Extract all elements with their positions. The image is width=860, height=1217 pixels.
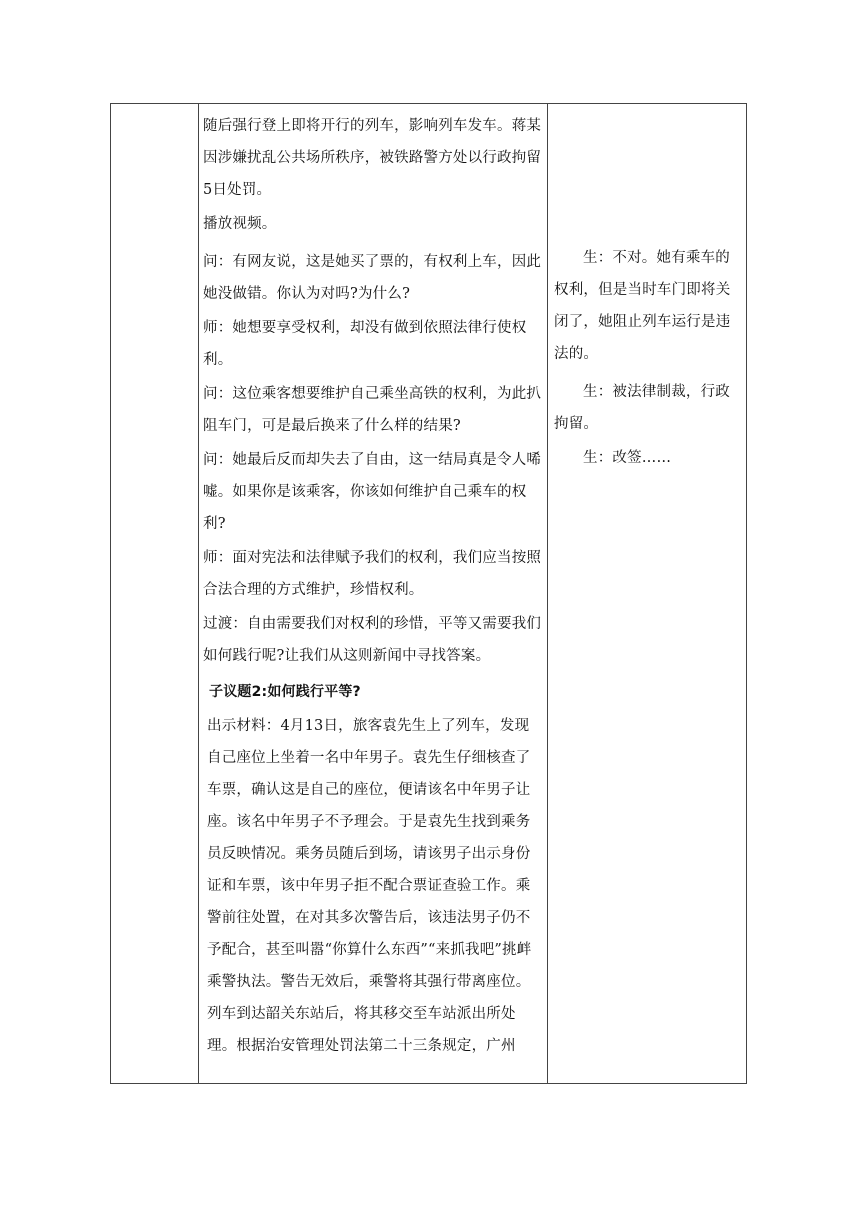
student-answer-1: 生：不对。她有乘车的权利，但是当时车门即将关闭了，她阻止列车运行是违法的。 bbox=[554, 250, 731, 362]
paragraph-teacher-1: 师：她想要享受权利，却没有做到依照法律行使权利。 bbox=[203, 320, 527, 368]
student-answer-3: 生：改签…… bbox=[583, 450, 672, 466]
sub-topic-heading: 子议题2:如何践行平等? bbox=[209, 684, 361, 700]
paragraph-play-video: 播放视频。 bbox=[203, 216, 277, 232]
student-answer-2: 生：被法律制裁，行政拘留。 bbox=[554, 384, 730, 432]
paragraph-intro: 随后强行登上即将开行的列车，影响列车发车。蒋某因涉嫌扰乱公共场所秩序，被铁路警方处以行政拘留5日处罚。 bbox=[203, 118, 542, 198]
teacher-activity-cell bbox=[199, 104, 548, 1084]
paragraph-material: 出示材料：4月13日，旅客袁先生上了列车，发现自己座位上坐着一名中年男子。袁先生仔细核查了车票，确认这是自己的座位，便请该名中年男子让座。该名中年男子不予理会。于是袁先生找到乘务员反映情况。乘务员随后到场，请该男子出示身份证和车票，该中年男子拒不配合票证查验工作。乘警前往处置，在对其多次警告后，该违法男子仍不予配合，甚至叫嚣“你算什么东西”“来抓我吧”挑衅乘警执法。警告无效后，乘警将其强行带离座位。列车到达韶关东站后，将其移交至车站派出所处理。根据治安管理处罚法第二十三条规定，广州 bbox=[207, 718, 532, 1054]
lesson-plan-table bbox=[110, 103, 747, 1084]
paragraph-teacher-2: 师：面对宪法和法律赋予我们的权利，我们应当按照合法合理的方式维护，珍惜权利。 bbox=[203, 550, 542, 598]
stage-column-cell bbox=[111, 104, 199, 1084]
paragraph-transition: 过渡：自由需要我们对权利的珍惜，平等又需要我们如何践行呢?让我们从这则新闻中寻找答案。 bbox=[203, 616, 542, 664]
paragraph-question-1: 问：有网友说，这是她买了票的，有权利上车，因此她没做错。你认为对吗?为什么? bbox=[203, 254, 542, 302]
table-row bbox=[111, 104, 747, 1084]
paragraph-question-3: 问：她最后反而却失去了自由，这一结局真是令人唏嘘。如果你是该乘客，你该如何维护自己乘车的权利? bbox=[203, 452, 542, 532]
student-activity-cell bbox=[548, 104, 747, 1084]
paragraph-question-2: 问：这位乘客想要维护自己乘坐高铁的权利，为此扒阻车门，可是最后换来了什么样的结果? bbox=[203, 386, 542, 434]
